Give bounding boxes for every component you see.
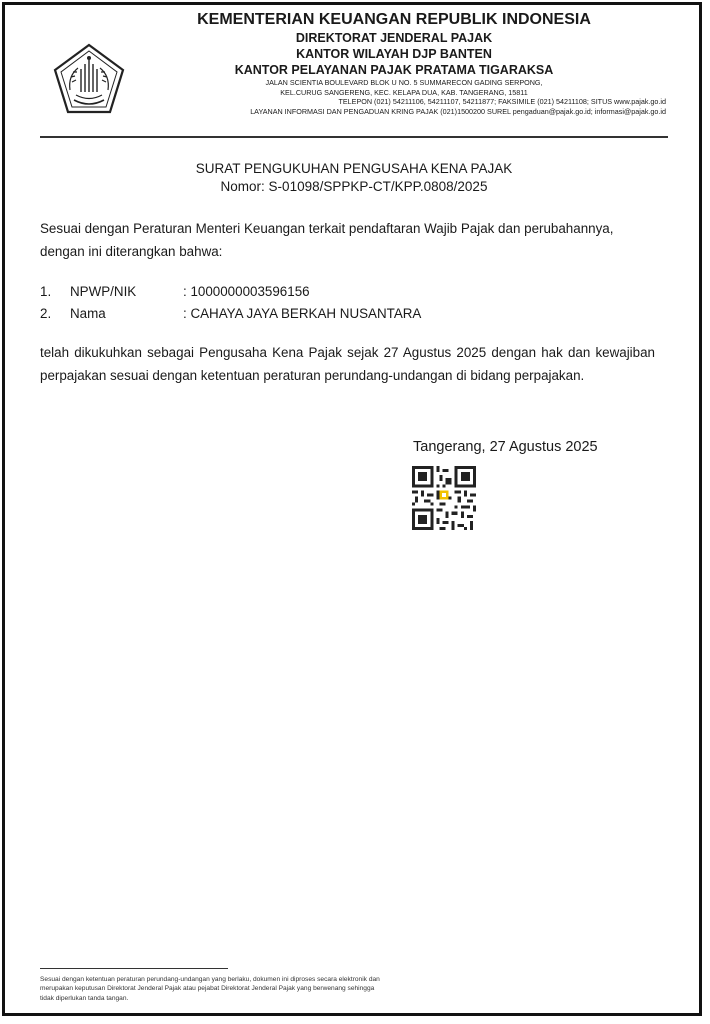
service-office-name: KANTOR PELAYANAN PAJAK PRATAMA TIGARAKSA [234, 63, 554, 77]
statement-paragraph: telah dikukuhkan sebagai Pengusaha Kena Pajak sejak 27 Agustus 2025 dengan hak dan kewajiban perpajakan sesuai dengan ketentuan peraturan perundang-undangan di bidang perpajakan. [40, 345, 655, 383]
address-line-1: JALAN SCIENTIA BOULEVARD BLOK U NO. 5 SUMMARECON GADING SERPONG, [265, 78, 543, 87]
document-number: Nomor: S-01098/SPPKP-CT/KPP.0808/2025 [220, 179, 488, 194]
taxpayer-details [40, 281, 421, 325]
directorate-name: DIREKTORAT JENDERAL PAJAK [295, 31, 493, 45]
item-label: Nama [70, 306, 106, 321]
contact-line-1: TELEPON (021) 54211106, 54211107, 54211877; FAKSIMILE (021) 54211108; SITUS www.pajak.go.id [338, 97, 666, 107]
place-date: Tangerang, 27 Agustus 2025 [413, 439, 598, 455]
regional-office-name: KANTOR WILAYAH DJP BANTEN [296, 47, 492, 61]
footer-divider [40, 968, 228, 969]
document-title: SURAT PENGUKUHAN PENGUSAHA KENA PAJAK [195, 161, 513, 176]
list-item [40, 281, 421, 303]
ministry-name: KEMENTERIAN KEUANGAN REPUBLIK INDONESIA [197, 11, 591, 28]
name-value: : CAHAYA JAYA BERKAH NUSANTARA [183, 306, 422, 321]
letterhead [130, 10, 678, 116]
letterhead-divider [40, 136, 668, 138]
intro-paragraph: Sesuai dengan Peraturan Menteri Keuangan terkait pendaftaran Wajib Pajak dan perubahannya, dengan ini diterangkan bahwa: [40, 221, 614, 259]
document-heading [40, 160, 668, 196]
item-number: 1. [40, 284, 52, 299]
footer-note: Sesuai dengan ketentuan peraturan perundang-undangan yang berlaku, dokumen ini diproses secara elektronik dan merupakan keputusan Direktorat Jenderal Pajak atau pejabat Direktorat Jenderal Pajak yang berwenang sehingga tidak diperlukan tanda tangan. [40, 976, 380, 1002]
contact-line-2: LAYANAN INFORMASI DAN PENGADUAN KRING PAJAK (021)1500200 SUREL pengaduan@pajak.go.id; informasi@pajak.go.id [250, 106, 666, 116]
address-line-2: KEL.CURUG SANGERENG, KEC. KELAPA DUA, KAB. TANGERANG, 15811 [280, 87, 528, 97]
item-number: 2. [40, 306, 52, 321]
npwp-value: : 1000000003596156 [183, 284, 310, 299]
item-label: NPWP/NIK [70, 284, 137, 299]
list-item [40, 303, 421, 325]
document-frame [2, 2, 702, 1016]
qr-code-icon [412, 466, 476, 530]
